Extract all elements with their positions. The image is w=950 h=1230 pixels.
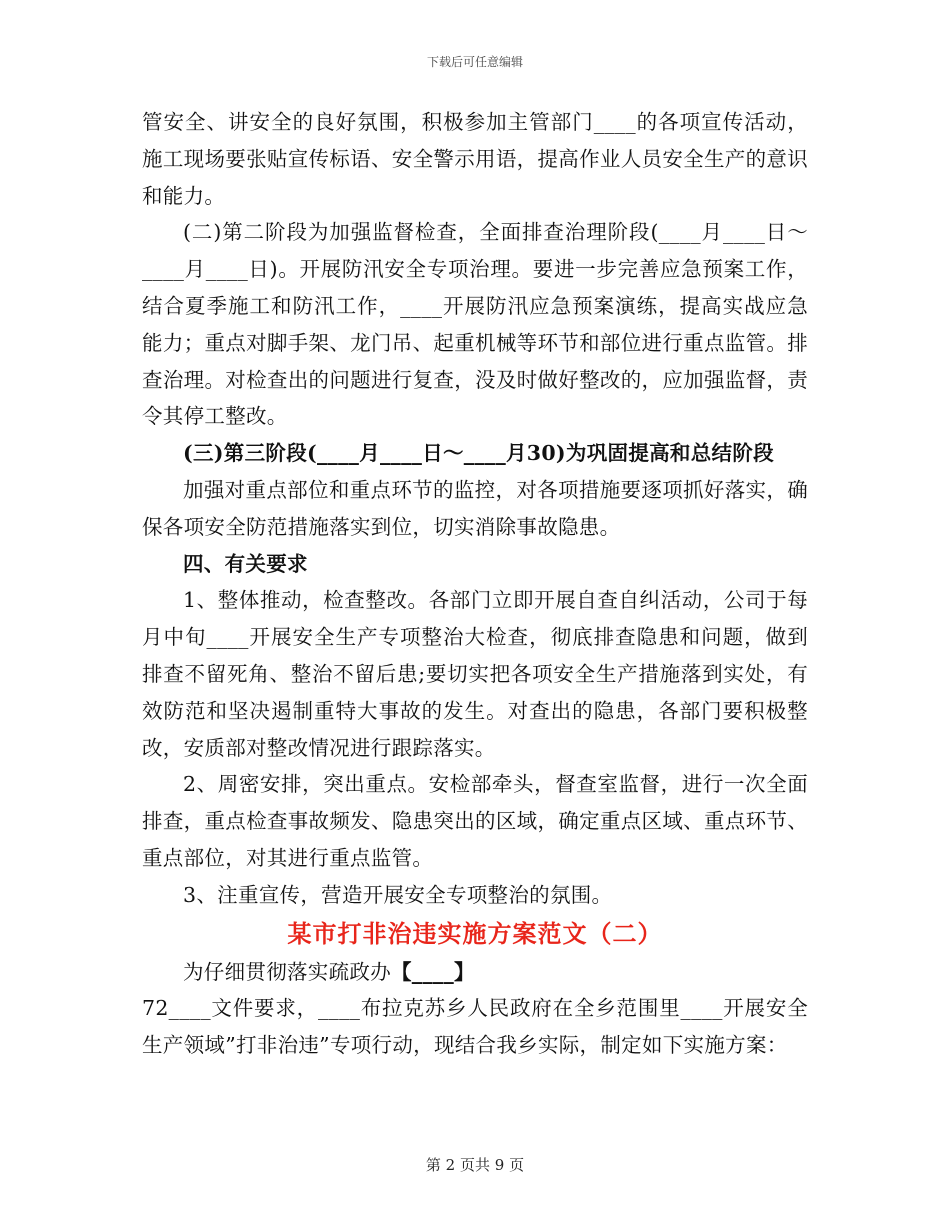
header-note: 下载后可任意编辑 bbox=[426, 55, 523, 69]
directive-bracket: 【____】 bbox=[391, 959, 475, 984]
paragraph-directive-intro bbox=[142, 954, 808, 991]
heading-requirements: 四、有关要求 bbox=[183, 551, 308, 576]
paragraph-stage-two: (二)第二阶段为加强监督检查，全面排查治理阶段(____月____日～____月____日)。开展防汛安全专项治理。要进一步完善应急预案工作，结合夏季施工和防汛工作，____开展防汛应急预案演练，提高实战应急能力；重点对脚手架、龙门吊、起重机械等环节和部位进行重点监管。排查治理。对检查出的问题进行复查，没及时做好整改的，应加强监督，责令其停工整改。 bbox=[142, 220, 808, 429]
directive-intro-text: 为仔细贯彻落实疏政办 bbox=[183, 959, 391, 984]
page-number: 第 2 页共 9 页 bbox=[425, 1156, 525, 1174]
section-title-two: 某市打非治违实施方案范文（二） bbox=[287, 918, 663, 948]
paragraph-stage-three: 加强对重点部位和重点环节的监控，对各项措施要逐项抓好落实，确保各项安全防范措施落实到位，切实消除事故隐患。 bbox=[142, 477, 808, 539]
paragraph-requirement-1: 1、整体推动，检查整改。各部门立即开展自查自纠活动，公司于每月中旬____开展安全生产专项整治大检查，彻底排查隐患和问题，做到排查不留死角、整治不留后患;要切实把各项安全生产措施落到实处，有效防范和坚决遏制重特大事故的发生。对查出的隐患，各部门要积极整改，安质部对整改情况进行跟踪落实。 bbox=[142, 588, 808, 760]
paragraph-requirement-2: 2、周密安排，突出重点。安检部牵头，督查室监督，进行一次全面排查，重点检查事故频发、隐患突出的区域，确定重点区域、重点环节、重点部位，对其进行重点监管。 bbox=[142, 772, 808, 870]
paragraph-requirement-3: 3、注重宣传，营造开展安全专项整治的氛围。 bbox=[183, 882, 613, 907]
document-body bbox=[142, 104, 808, 1064]
paragraph-safety-atmosphere: 管安全、讲安全的良好氛围，积极参加主管部门____的各项宣传活动，施工现场要张贴宣传标语、安全警示用语，提高作业人员安全生产的意识和能力。 bbox=[142, 110, 808, 208]
paragraph-directive-body: 72____文件要求，____布拉克苏乡人民政府在全乡范围里____开展安全生产领域”打非治违”专项行动，现结合我乡实际，制定如下实施方案： bbox=[142, 996, 808, 1058]
heading-stage-three: (三)第三阶段(____月____日～____月30)为巩固提高和总结阶段 bbox=[183, 441, 774, 466]
